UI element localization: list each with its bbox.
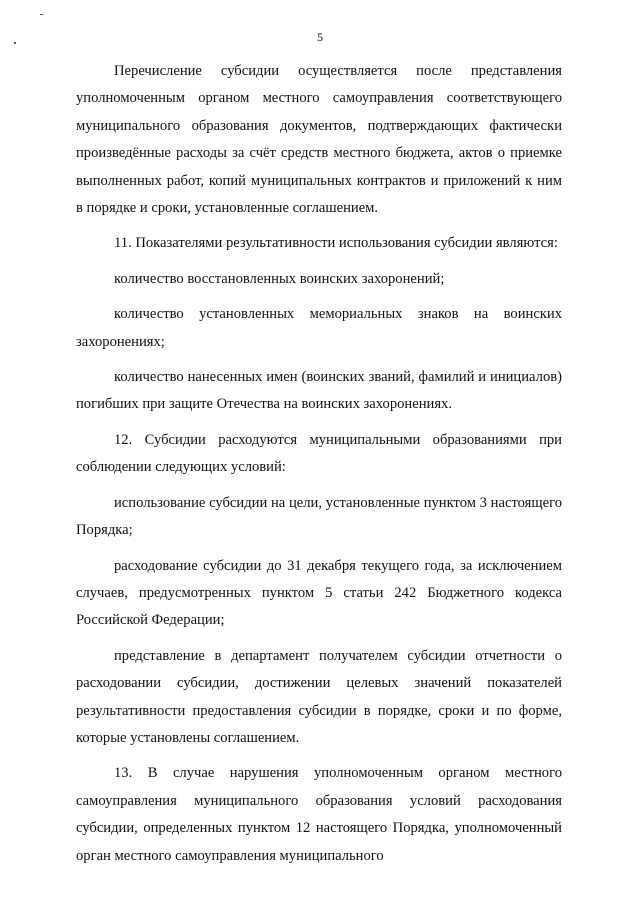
- paragraph-item-12: 12. Субсидии расходуются муниципальными образованиями при соблюдении следующих условий:: [76, 431, 562, 476]
- paragraph-condition-deadline: расходование субсидии до 31 декабря текущего года, за исключением случаев, предусмотренных пунктом 5 статьи 242 Бюджетного кодекса Российской Федерации;: [76, 557, 562, 629]
- paragraph-condition-purpose: использование субсидии на цели, установленные пунктом 3 настоящего Порядка;: [76, 494, 562, 539]
- paragraph-item-13: 13. В случае нарушения уполномоченным органом местного самоуправления муниципального образования условий расходования субсидии, определенных пунктом 12 настоящего Порядка, уполномоченный орган местного самоуправления муниципального: [76, 765, 562, 864]
- paragraph-indicator-restored: количество восстановленных воинских захоронений;: [114, 270, 445, 287]
- paragraph-condition-reporting: представление в департамент получателем субсидии отчетности о расходовании субсидии, достижении целевых значений показателей результативности предоставления субсидии в порядке, сроки и по форме, которые установлены соглашением.: [76, 647, 562, 746]
- paragraph-indicator-memorial-signs: количество установленных мемориальных знаков на воинских захоронениях;: [76, 306, 562, 350]
- body-text: [76, 58, 562, 870]
- paragraph-payment-transfer: Перечисление субсидии осуществляется после представления уполномоченным органом местного самоуправления соответствующего муниципального образования документов, подтверждающих фактически произведённые расходы за счёт средств местного бюджета, актов о приемке выполненных работ, копий муниципальных контрактов и приложений к ним в порядке и сроки, установленные соглашением.: [76, 63, 562, 217]
- page-number: 5: [317, 30, 323, 44]
- scan-mark: [40, 14, 43, 15]
- paragraph-indicator-names: количество нанесенных имен (воинских званий, фамилий и инициалов) погибших при защите Отечества на воинских захоронениях.: [76, 369, 562, 413]
- paragraph-item-11: 11. Показателями результативности использования субсидии являются:: [114, 235, 558, 252]
